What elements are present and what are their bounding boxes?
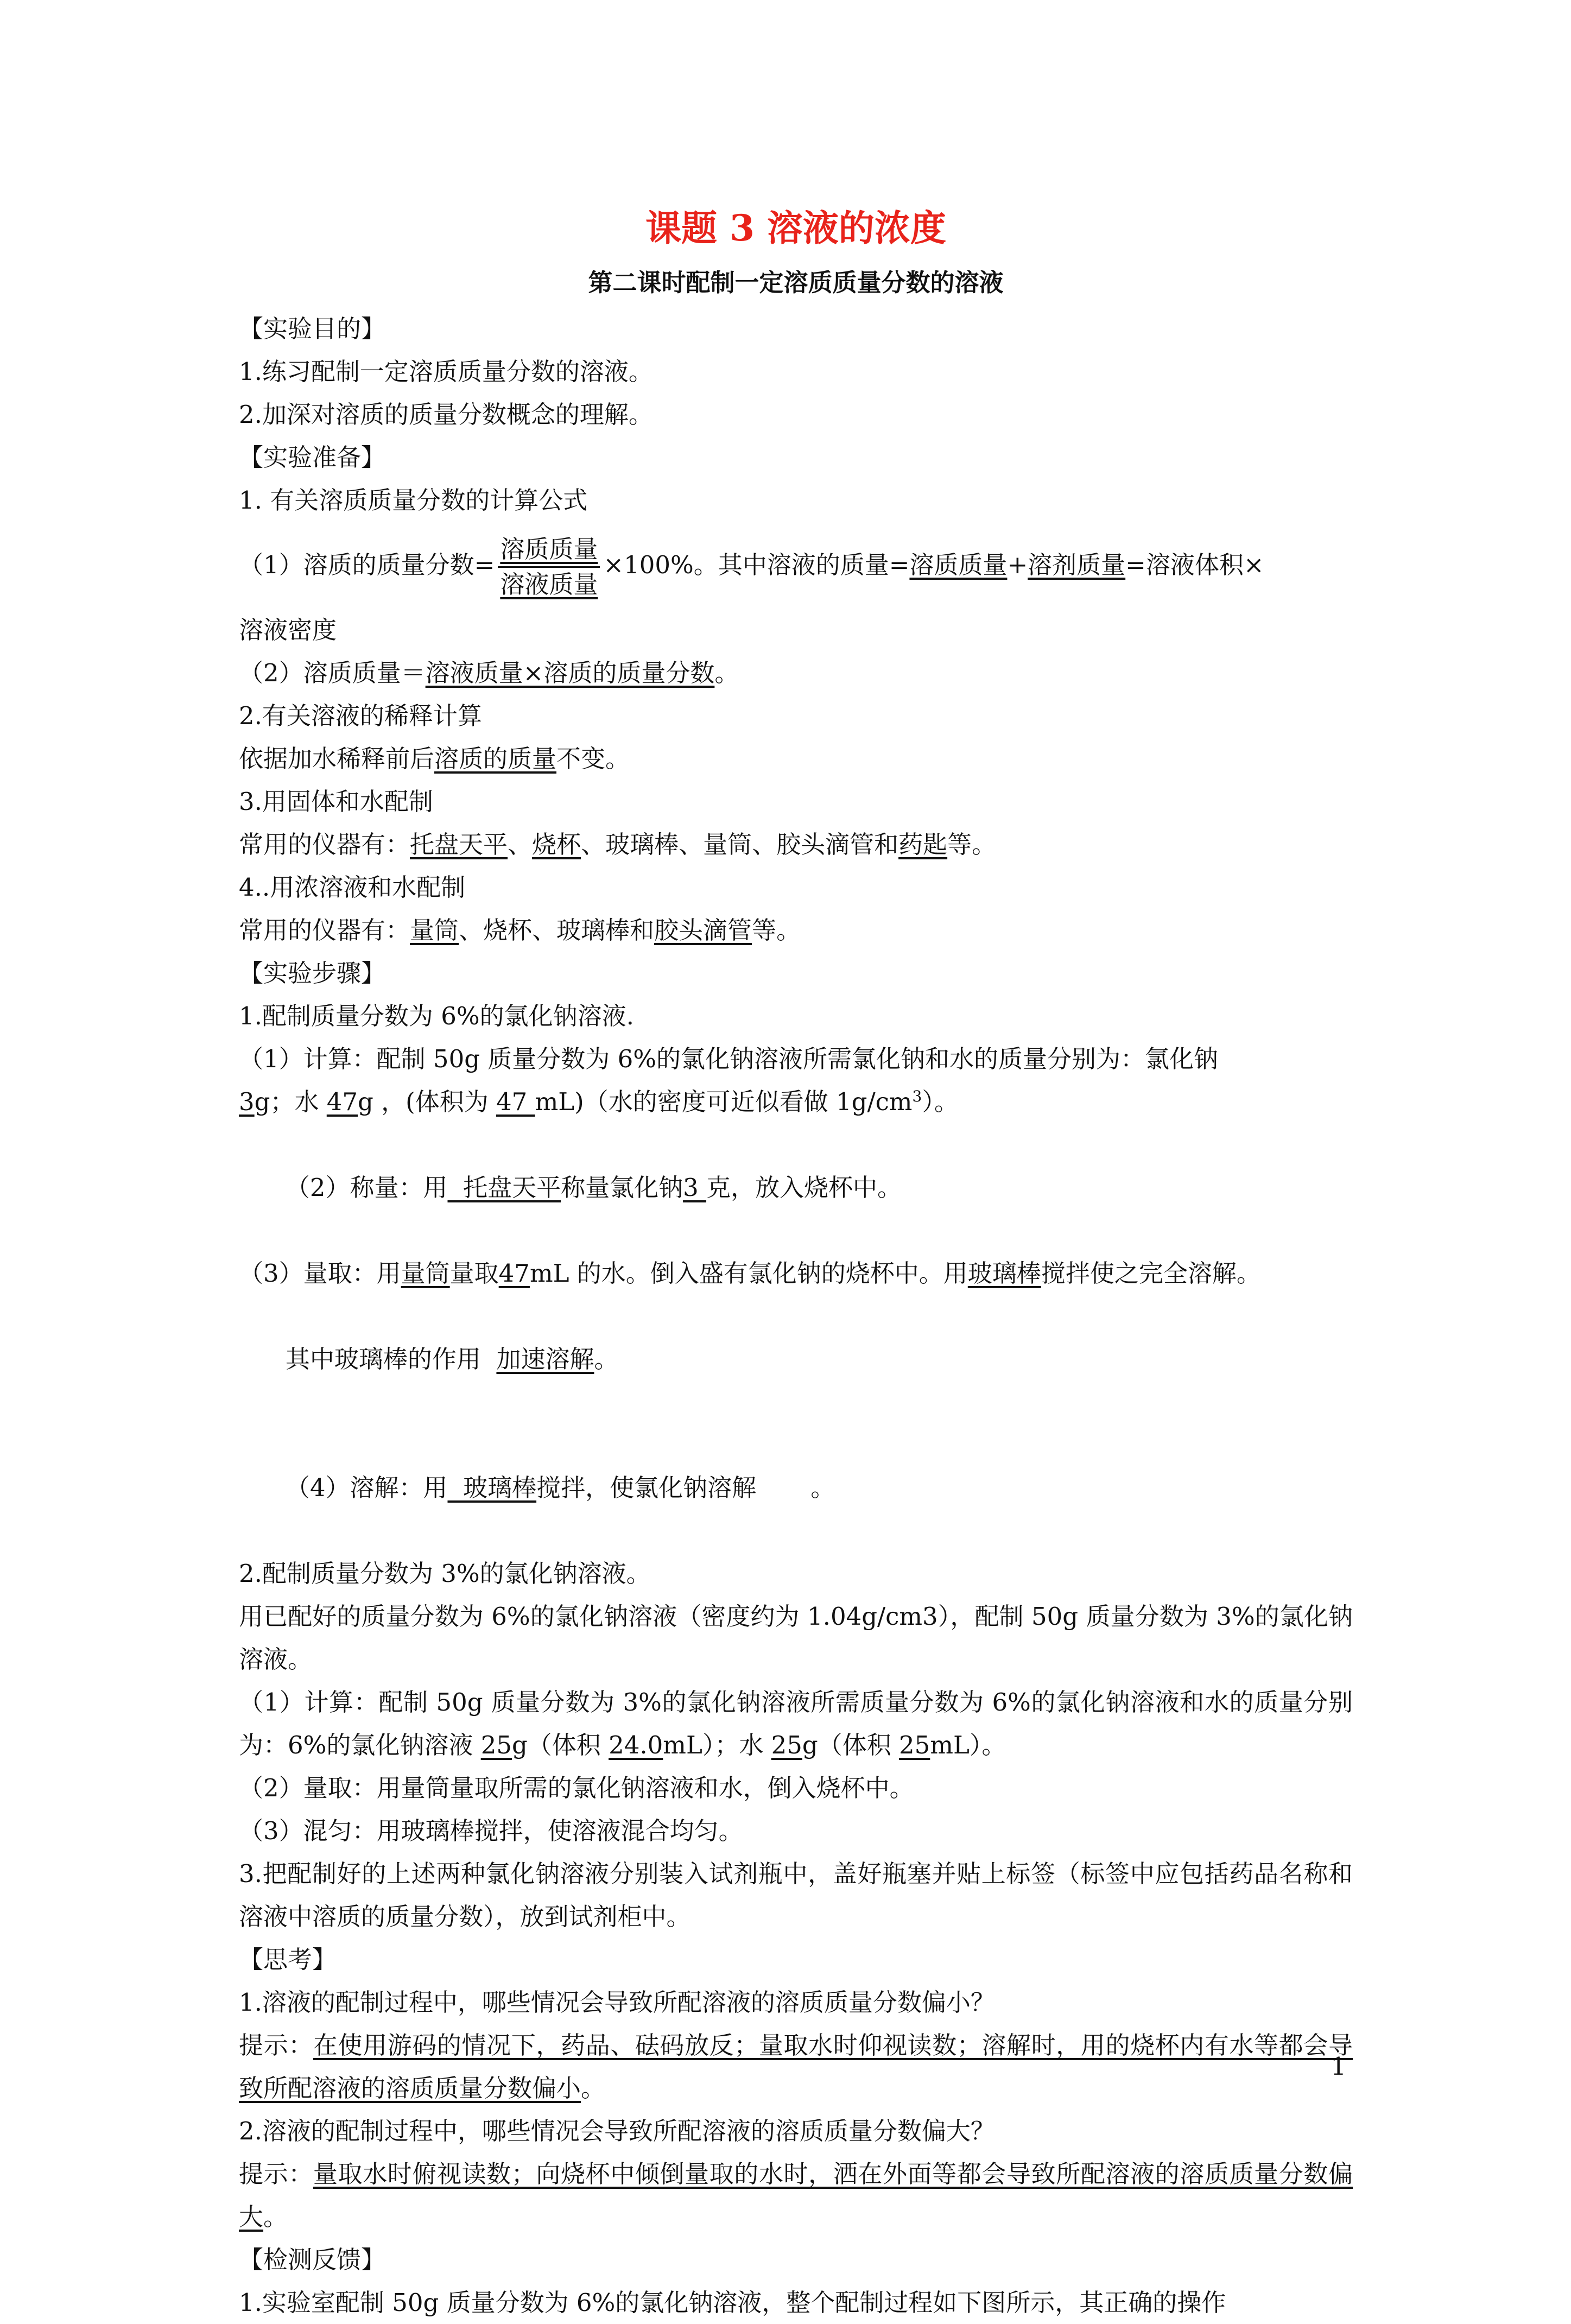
answer-blank: 3: [239, 1087, 255, 1116]
step-1-heading: 1.配制质量分数为 6%的氯化钠溶液.: [239, 1002, 634, 1030]
step-1-glass-rod-role: [239, 1295, 1353, 1423]
text: 提示：: [239, 2031, 313, 2060]
step-3-text: 3.把配制好的上述两种氯化钠溶液分别装入试剂瓶中，盖好瓶塞并贴上标签（标签中应包括药品名称和溶液中溶质的质量分数），放到试剂柜中。: [239, 1859, 1353, 1931]
answer-blank: 25: [771, 1731, 802, 1759]
answer-blank: 药匙: [898, 830, 948, 859]
text: 。: [581, 2074, 606, 2103]
formula-continuation: 溶液密度: [239, 616, 337, 644]
page-title: 课题 3 溶液的浓度: [645, 207, 946, 249]
text: 量取: [449, 1259, 499, 1288]
answer-blank: 量筒: [401, 1259, 450, 1288]
text: 等。: [752, 916, 801, 945]
answer-blank: 47: [496, 1087, 535, 1116]
plus-sign: +: [1007, 550, 1028, 579]
answer-blank: 托盘天平: [447, 1173, 561, 1202]
prep-heading-solid: 3.用固体和水配制: [239, 787, 433, 816]
formula-prefix: （1）溶质的质量分数=: [239, 550, 495, 579]
text: 称量氯化钠: [561, 1173, 683, 1202]
text: （2）称量：用: [285, 1173, 448, 1202]
text: g（体积: [511, 1731, 609, 1759]
answer-blank: 溶液质量×溶质的质量分数: [425, 658, 715, 687]
text: 其中玻璃棒的作用: [285, 1345, 497, 1373]
text: mL）；水: [663, 1731, 771, 1759]
answer-blank: 量取水时俯视读数；向烧杯中倾倒量取的水时，洒在外面等都会导致所配溶液的溶质质量分数偏大: [239, 2160, 1353, 2231]
step-1-calc-line-1: （1）计算：配制 50g 质量分数为 6%的氯化钠溶液所需氯化钠和水的质量分别为：氯化钠: [239, 1044, 1219, 1073]
thinking-question-1: 1.溶液的配制过程中，哪些情况会导致所配溶液的溶质质量分数偏小？: [239, 1988, 995, 2017]
answer-blank: 溶剂质量: [1028, 550, 1126, 579]
answer-blank: 玻璃棒: [447, 1473, 537, 1502]
step-2-heading: 2.配制质量分数为 3%的氯化钠溶液。: [239, 1559, 651, 1588]
text: 、: [508, 830, 533, 859]
step-1-weigh: [239, 1123, 1353, 1252]
text: （1）计算：配制 50g 质量分数为 3%的氯化钠溶液所需质量分数为 6%的氯化钠溶液和水的质量分别为：6%的氯化钠溶液: [239, 1688, 1353, 1759]
prep-concentrated-instruments: [239, 909, 1353, 952]
step-1-dissolve: [239, 1423, 1353, 1552]
text: 。: [594, 1345, 619, 1373]
answer-blank: 在使用游码的情况下，药品、砝码放反；量取水时仰视读数；溶解时，用的烧杯内有水等都会导致所配溶液的溶质质量分数偏小: [239, 2031, 1353, 2103]
text: 克，放入烧杯中。: [706, 1173, 902, 1202]
text: 依据加水稀释前后: [239, 744, 435, 773]
text: 、玻璃棒、量筒、胶头滴管和: [581, 830, 899, 859]
step-2-measure: （2）量取：用量筒量取所需的氯化钠溶液和水，倒入烧杯中。: [239, 1774, 914, 1802]
text: g ，(体积为: [358, 1087, 497, 1116]
text: 搅拌，使氯化钠溶解 。: [536, 1473, 835, 1502]
text: （3）量取：用: [239, 1259, 401, 1288]
prep-heading-concentrated: 4..用浓溶液和水配制: [239, 873, 466, 902]
prep-item-2: [239, 651, 1353, 694]
answer-blank: 47: [326, 1087, 358, 1116]
text: ）。: [922, 1087, 959, 1116]
text: 。: [263, 2202, 288, 2231]
answer-blank: 25: [480, 1731, 512, 1759]
formula-text: =溶液体积×: [1125, 550, 1264, 579]
section-heading-preparation: 【实验准备】: [239, 443, 386, 472]
step-2-mix: （3）混匀：用玻璃棒搅拌，使溶液混合均匀。: [239, 1816, 743, 1845]
text: （2）溶质质量＝: [239, 658, 426, 687]
formula-fraction: [498, 533, 600, 601]
section-heading-thinking: 【思考】: [239, 1945, 337, 1974]
thinking-hint-2: [239, 2152, 1353, 2238]
prep-heading-dilution: 2.有关溶液的稀释计算: [239, 701, 482, 730]
text: 提示：: [239, 2160, 313, 2188]
text: 常用的仪器有：: [239, 830, 410, 859]
text: mL)（水的密度可近似看做 1g/cm: [535, 1087, 913, 1116]
step-2-calc: [239, 1681, 1353, 1766]
answer-blank: 托盘天平: [410, 830, 508, 859]
feedback-question-1: 1.实验室配制 50g 质量分数为 6%的氯化钠溶液，整个配制过程如下图所示，其正确的操作: [239, 2288, 1226, 2317]
answer-blank: 玻璃棒: [967, 1259, 1041, 1288]
answer-blank: 3: [683, 1173, 707, 1202]
text: 等。: [947, 830, 997, 859]
answer-blank: 烧杯: [532, 830, 581, 859]
formula-text: ×100%。其中溶液的质量=: [603, 550, 910, 579]
answer-blank: 47: [498, 1259, 530, 1288]
page-number: 1: [1331, 2052, 1346, 2081]
purpose-item-2: 2.加深对溶质的质量分数概念的理解。: [239, 400, 653, 429]
text: g；水: [254, 1087, 327, 1116]
purpose-item-1: 1.练习配制一定溶质质量分数的溶液。: [239, 357, 653, 386]
text: （4）溶解：用: [285, 1473, 448, 1502]
text: mL 的水。倒入盛有氯化钠的烧杯中。用: [529, 1259, 968, 1288]
section-heading-purpose: 【实验目的】: [239, 314, 386, 343]
text: mL）。: [930, 1731, 1006, 1759]
prep-item-1: 1. 有关溶质质量分数的计算公式: [239, 486, 588, 515]
answer-blank: 25: [899, 1731, 930, 1759]
text: 、烧杯、玻璃棒和: [459, 916, 655, 945]
answer-blank: 量筒: [410, 916, 459, 945]
thinking-question-2: 2.溶液的配制过程中，哪些情况会导致所配溶液的溶质质量分数偏大？: [239, 2117, 995, 2145]
text: 不变。: [556, 744, 630, 773]
superscript: 3: [912, 1087, 922, 1105]
step-1-calc-line-2: [239, 1080, 1353, 1123]
text: 常用的仪器有：: [239, 916, 410, 945]
step-2-intro: 用已配好的质量分数为 6%的氯化钠溶液（密度约为 1.04g/cm3），配制 50g 质量分数为 3%的氯化钠溶液。: [239, 1602, 1353, 1674]
section-heading-feedback: 【检测反馈】: [239, 2245, 386, 2274]
fraction-numerator: 溶质质量: [498, 533, 600, 568]
document-content: [239, 201, 1353, 2324]
step-1-measure: [239, 1252, 1353, 1295]
prep-solid-instruments: [239, 823, 1353, 866]
prep-dilution-text: [239, 737, 1353, 780]
answer-blank: 溶质质量: [909, 550, 1008, 579]
section-heading-steps: 【实验步骤】: [239, 959, 386, 987]
text: 。: [714, 658, 739, 687]
answer-blank: 溶质的质量: [434, 744, 557, 773]
page-subtitle: 第二课时配制一定溶质质量分数的溶液: [588, 268, 1004, 297]
answer-blank: 加速溶解: [496, 1345, 594, 1373]
thinking-hint-1: [239, 2024, 1353, 2110]
text: 搅拌使之完全溶解。: [1041, 1259, 1261, 1288]
answer-blank: 24.0: [609, 1731, 663, 1759]
answer-blank: 胶头滴管: [654, 916, 752, 945]
formula-line: [239, 522, 1353, 609]
text: g（体积: [802, 1731, 899, 1759]
fraction-denominator: 溶液质量: [500, 570, 598, 599]
